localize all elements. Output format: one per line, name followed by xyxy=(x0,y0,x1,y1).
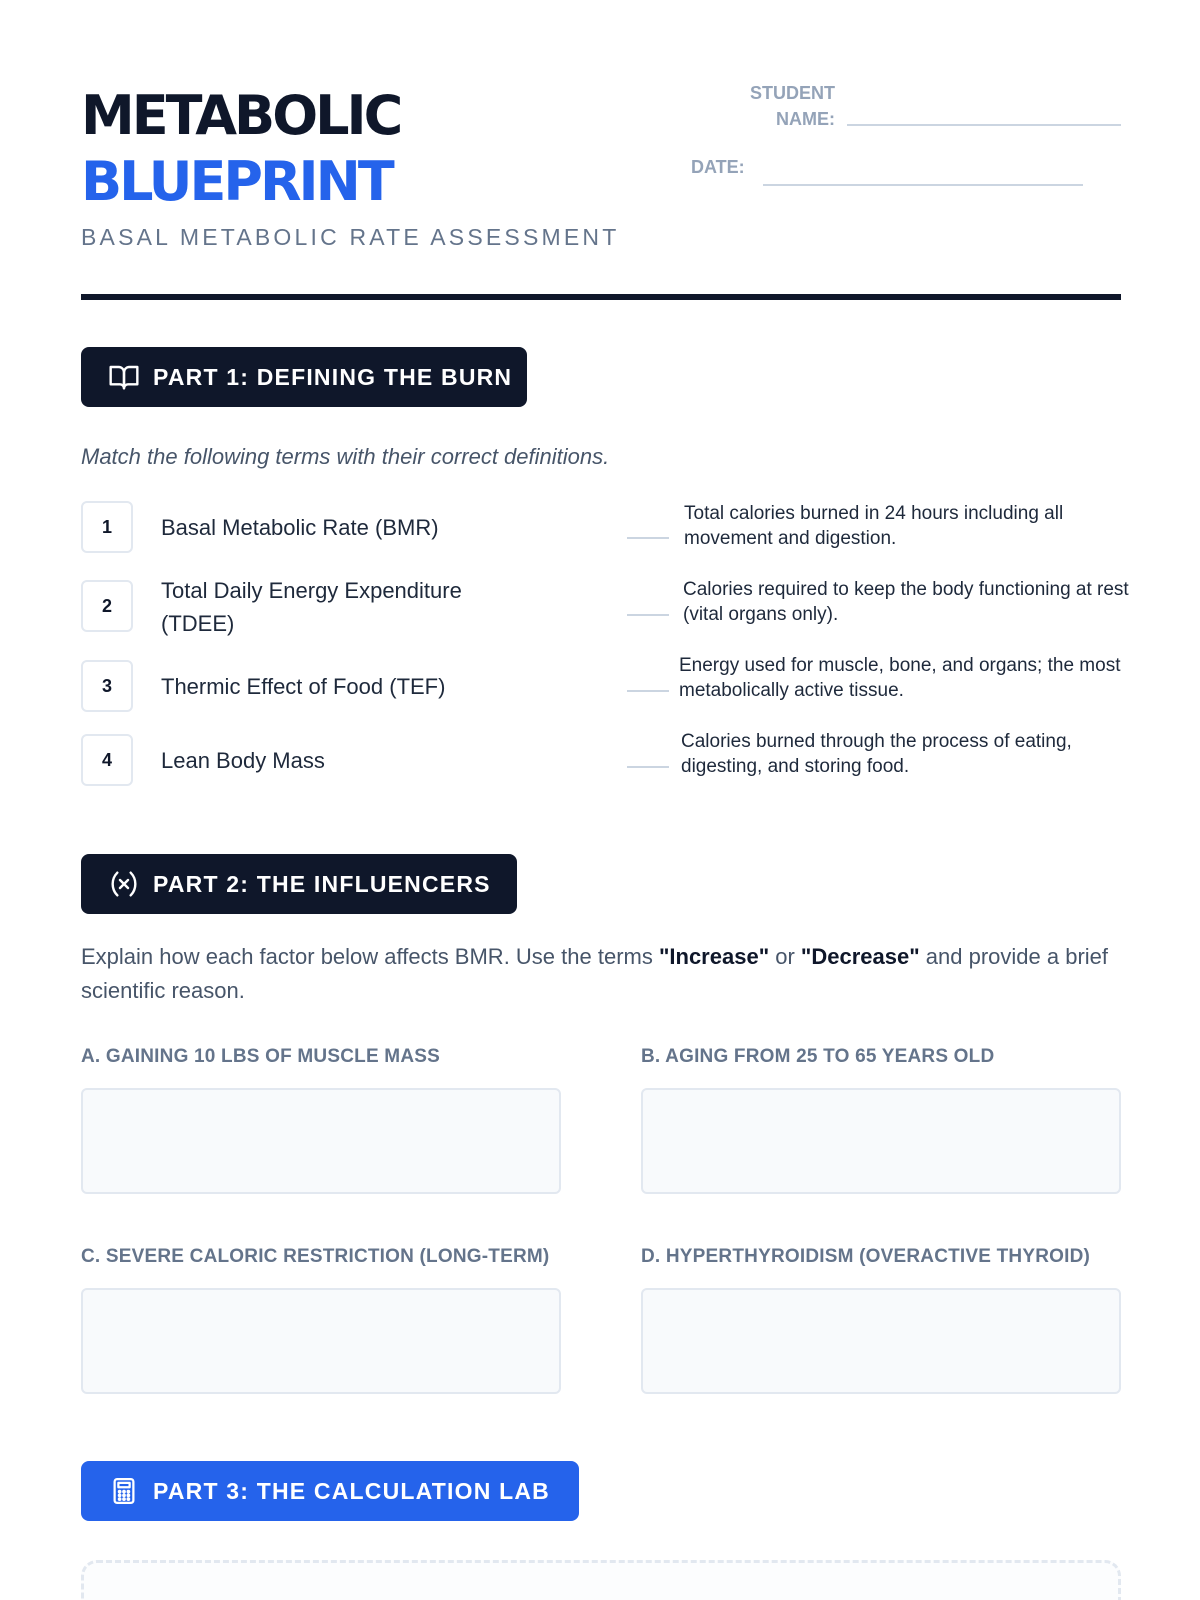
answer-box-d[interactable] xyxy=(641,1288,1121,1394)
date-field[interactable] xyxy=(763,184,1083,186)
question-label-a: A. GAINING 10 LBS OF MUSCLE MASS xyxy=(81,1046,440,1067)
answer-box-b[interactable] xyxy=(641,1088,1121,1194)
term-label: Lean Body Mass xyxy=(161,748,325,773)
definition-text: Calories required to keep the body functioning at rest (vital organs only). xyxy=(683,579,1129,625)
term-number-box: 1 xyxy=(81,501,133,553)
match-answer-blank[interactable] xyxy=(627,537,669,539)
definition-text: Total calories burned in 24 hours including all movement and digestion. xyxy=(684,503,1064,549)
student-name-field[interactable] xyxy=(847,124,1121,126)
header-divider xyxy=(81,294,1121,300)
part1-header xyxy=(81,347,527,407)
variable-function-icon xyxy=(107,867,141,901)
definition-text: Energy used for muscle, bone, and organs; the most metabolically active tissue. xyxy=(679,655,1121,701)
decrease-term: "Decrease" xyxy=(800,944,920,969)
answer-box-c[interactable] xyxy=(81,1288,561,1394)
part1-instruction: Match the following terms with their correct definitions. xyxy=(81,444,610,469)
part3-title: PART 3: THE CALCULATION LAB xyxy=(153,1477,550,1504)
question-label-b: B. AGING FROM 25 TO 65 YEARS OLD xyxy=(641,1046,995,1067)
worksheet-header xyxy=(81,0,1121,300)
match-answer-blank[interactable] xyxy=(627,614,669,616)
part2-instruction-tail: and provide a brief scientific reason. xyxy=(81,944,1108,1003)
term-number-box: 3 xyxy=(81,660,133,712)
part2-instruction xyxy=(81,940,1121,1008)
term-label: Total Daily Energy Expenditure (TDEE) xyxy=(161,578,462,636)
part1-title: PART 1: DEFINING THE BURN xyxy=(153,363,513,390)
part2-instruction-text: Explain how each factor below affects BMR. Use the terms xyxy=(81,944,659,969)
term-label: Thermic Effect of Food (TEF) xyxy=(161,674,446,699)
match-row xyxy=(81,731,1121,794)
match-row xyxy=(81,501,1121,561)
match-row xyxy=(81,578,1129,640)
match-row xyxy=(81,655,1121,720)
part3-header xyxy=(81,1461,579,1521)
match-answer-blank[interactable] xyxy=(627,690,669,692)
term-number-box: 4 xyxy=(81,734,133,786)
term-number-box: 2 xyxy=(81,580,133,632)
answer-box-a[interactable] xyxy=(81,1088,561,1194)
term-label: Basal Metabolic Rate (BMR) xyxy=(161,515,439,540)
question-label-d: D. HYPERTHYROIDISM (OVERACTIVE THYROID) xyxy=(641,1246,1091,1267)
calculation-workspace[interactable] xyxy=(81,1560,1121,1600)
worksheet-subtitle: BASAL METABOLIC RATE ASSESSMENT xyxy=(81,224,620,250)
title-line-1: METABOLIC xyxy=(81,84,401,147)
question-label-c: C. SEVERE CALORIC RESTRICTION (LONG-TERM) xyxy=(81,1246,550,1267)
open-book-icon xyxy=(107,360,141,394)
title-line-2: BLUEPRINT xyxy=(81,150,392,213)
worksheet-page xyxy=(81,0,1129,1504)
part2-instruction-or: or xyxy=(769,944,801,969)
student-name-label: STUDENT NAME: xyxy=(750,83,835,129)
match-answer-blank[interactable] xyxy=(627,766,669,768)
part2-title: PART 2: THE INFLUENCERS xyxy=(153,870,491,897)
increase-term: "Increase" xyxy=(658,944,770,969)
definition-text: Calories burned through the process of eating, digesting, and storing food. xyxy=(681,731,1072,777)
part2-header xyxy=(81,854,517,914)
date-label: DATE: xyxy=(691,157,745,177)
calculator-icon xyxy=(107,1474,141,1508)
